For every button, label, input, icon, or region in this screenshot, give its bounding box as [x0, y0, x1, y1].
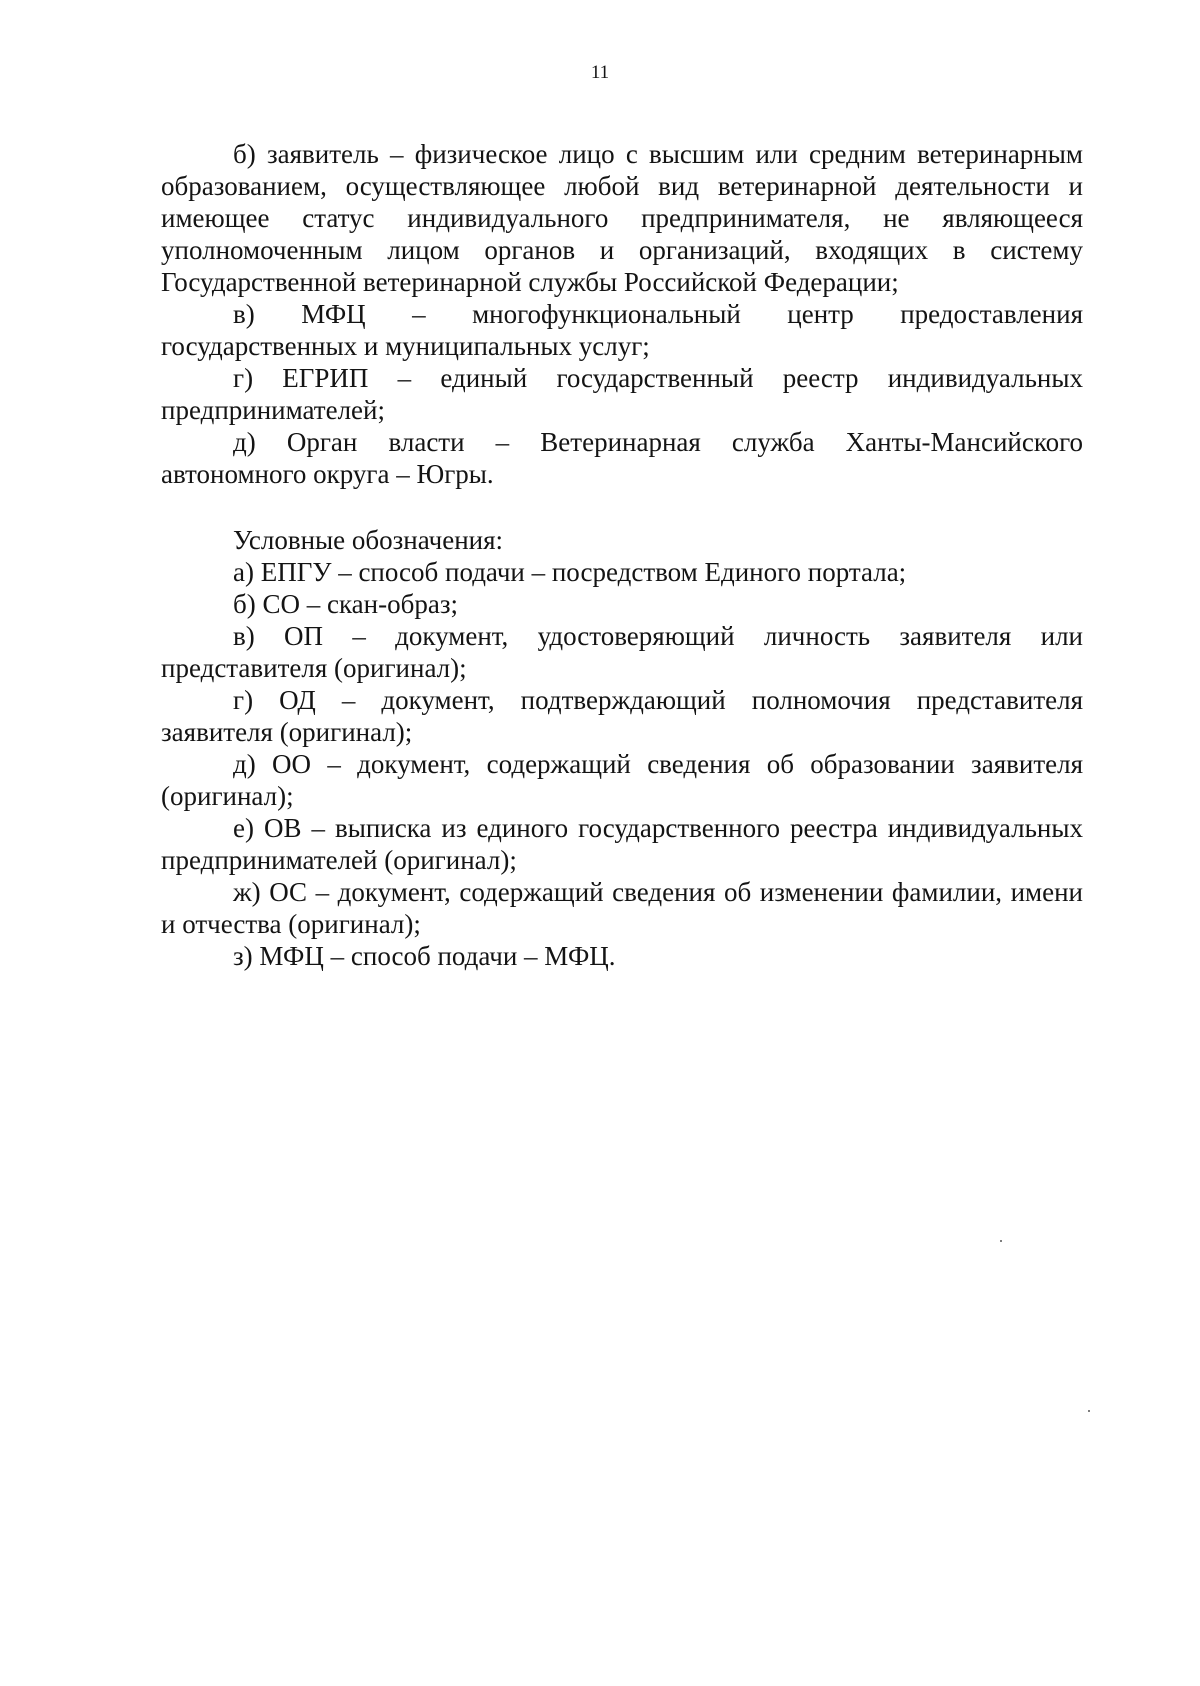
legend-item: з) МФЦ – способ подачи – МФЦ.: [233, 941, 616, 971]
legend-item: ж) ОС – документ, содержащий сведения об изменении фамилии, имени и отчества (оригинал);: [161, 877, 1083, 939]
scan-speck: [1000, 1240, 1002, 1242]
definition-item: г) ЕГРИП – единый государственный реестр индивидуальных предпринимателей;: [161, 363, 1083, 425]
section-gap: [161, 490, 1083, 524]
legend-item: в) ОП – документ, удостоверяющий личность заявителя или представителя (оригинал);: [161, 621, 1083, 683]
legend-item: е) ОВ – выписка из единого государственного реестра индивидуальных предпринимателей (оригинал);: [161, 813, 1083, 875]
legend-item: б) СО – скан-образ;: [233, 589, 458, 619]
definition-item: д) Орган власти – Ветеринарная служба Ханты-Мансийского автономного округа – Югры.: [161, 427, 1083, 489]
legend-item: д) ОО – документ, содержащий сведения об образовании заявителя (оригинал);: [161, 749, 1083, 811]
definition-item: в) МФЦ – многофункциональный центр предоставления государственных и муниципальных услуг;: [161, 299, 1083, 361]
legend-item: а) ЕПГУ – способ подачи – посредством Единого портала;: [233, 557, 907, 587]
scan-speck: [1088, 1410, 1090, 1412]
page-number: 11: [590, 62, 610, 83]
definition-item: б) заявитель – физическое лицо с высшим или средним ветеринарным образованием, осуществляющее любой вид ветеринарной деятельности и имеющее статус индивидуального предпринимателя, не являющееся уполномоченным лицом органов и организаций, входящих в систему Государственной ветеринарной службы Российской Федерации;: [161, 139, 1083, 297]
document-body: [161, 138, 1083, 972]
legend-title: Условные обозначения:: [233, 525, 504, 555]
legend-item: г) ОД – документ, подтверждающий полномочия представителя заявителя (оригинал);: [161, 685, 1083, 747]
